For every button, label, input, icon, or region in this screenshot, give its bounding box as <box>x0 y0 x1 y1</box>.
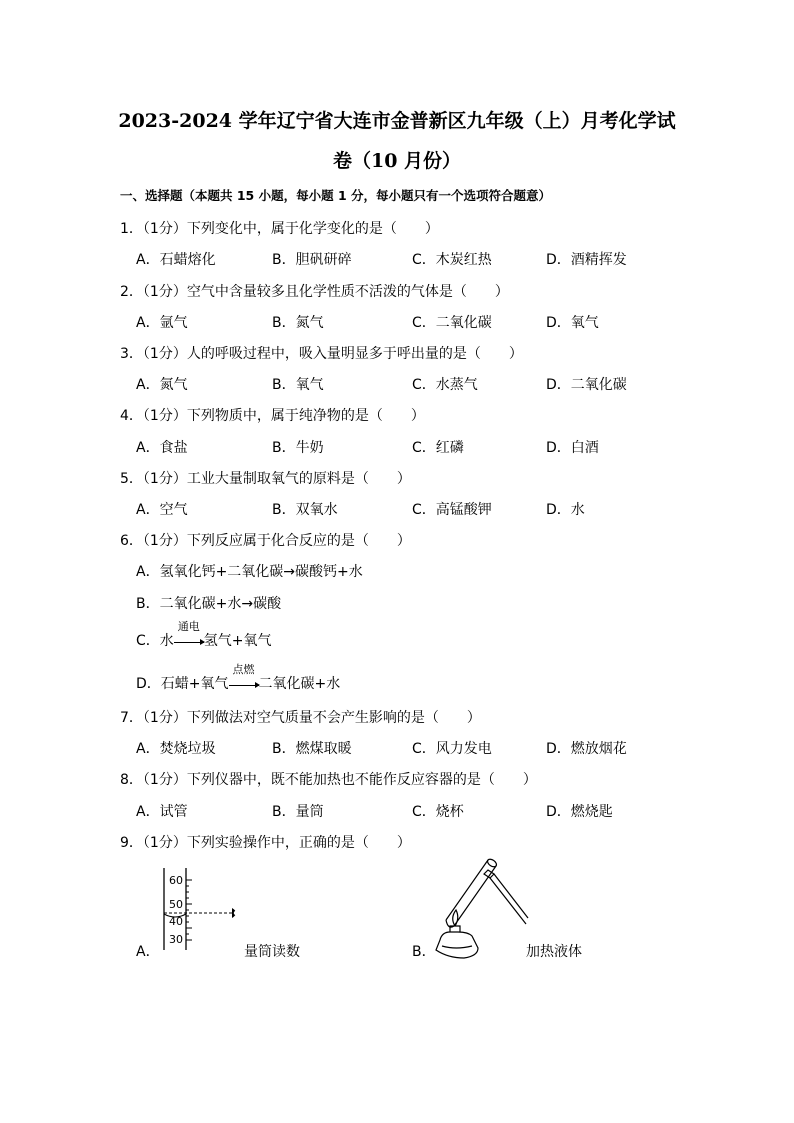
option-c: C．红磷 <box>412 440 464 456</box>
option-c: C．二氧化碳 <box>412 315 492 331</box>
option-d: D．酒精挥发 <box>546 252 627 268</box>
option-c: C．烧杯 <box>412 804 464 820</box>
paper-title-line1: 2023-2024 学年辽宁省大连市金普新区九年级（上）月考化学试 <box>118 110 676 132</box>
reaction-condition: 点燃 <box>232 663 255 676</box>
option-b: B．量筒 <box>272 804 324 820</box>
option-d: D．白酒 <box>546 440 599 456</box>
option-c: C．风力发电 <box>412 741 492 757</box>
question-5-options <box>0 499 794 521</box>
question-6-option-a: A．氢氧化钙+二氧化碳→碳酸钙+水 <box>136 564 363 580</box>
option-d: D．燃烧匙 <box>546 804 613 820</box>
question-6-stem: 6．（1分）下列反应属于化合反应的是（ ） <box>120 533 411 549</box>
question-9-option-b-caption: 加热液体 <box>526 944 582 960</box>
question-5-stem: 5．（1分）工业大量制取氧气的原料是（ ） <box>120 471 411 487</box>
option-d: D．燃放烟花 <box>546 741 627 757</box>
option-d: D．氧气 <box>546 315 599 331</box>
option-b: B．胆矾研碎 <box>272 252 352 268</box>
cylinder-tick-60: 60 <box>169 874 183 887</box>
reaction-condition: 通电 <box>177 620 200 633</box>
question-9-option-a-caption: 量筒读数 <box>244 944 300 960</box>
option-b: B．燃煤取暖 <box>272 741 352 757</box>
reaction-arrow <box>229 663 259 688</box>
option-b: B．氧气 <box>272 377 324 393</box>
option-d: D．二氧化碳 <box>546 377 627 393</box>
section-heading: 一、选择题（本题共 15 小题，每小题 1 分，每小题只有一个选项符合题意） <box>120 188 552 203</box>
question-6-option-b: B．二氧化碳+水→碳酸 <box>136 596 282 612</box>
question-2-options <box>0 312 794 334</box>
option-a: A．氩气 <box>136 315 188 331</box>
question-3-options <box>0 374 794 396</box>
question-4-options <box>0 437 794 459</box>
cylinder-tick-40: 40 <box>169 915 183 928</box>
option-c: C．水蒸气 <box>412 377 478 393</box>
option-c: C．高锰酸钾 <box>412 502 492 518</box>
equation-right: 二氧化碳+水 <box>258 676 341 692</box>
cylinder-tick-50: 50 <box>169 898 183 911</box>
option-a: A．氮气 <box>136 377 188 393</box>
reaction-arrow <box>174 620 204 645</box>
option-a: A．试管 <box>136 804 188 820</box>
equation-left: D．石蜡+氧气 <box>136 676 229 692</box>
graduated-cylinder-figure <box>152 866 252 956</box>
question-9-option-a-label: A． <box>136 944 160 960</box>
question-9-option-b-label: B． <box>412 944 436 960</box>
option-a: A．石蜡熔化 <box>136 252 216 268</box>
question-8-options <box>0 801 794 823</box>
option-c: C．木炭红热 <box>412 252 492 268</box>
option-a: A．食盐 <box>136 440 188 456</box>
question-1-options <box>0 249 794 271</box>
cylinder-tick-30: 30 <box>169 933 183 946</box>
question-7-options <box>0 738 794 760</box>
question-3-stem: 3．（1分）人的呼吸过程中，吸入量明显多于呼出量的是（ ） <box>120 346 523 362</box>
option-b: B．牛奶 <box>272 440 324 456</box>
question-9-stem: 9．（1分）下列实验操作中，正确的是（ ） <box>120 835 411 851</box>
option-b: B．双氧水 <box>272 502 338 518</box>
option-a: A．焚烧垃圾 <box>136 741 216 757</box>
heating-liquid-figure <box>428 852 538 960</box>
question-8-stem: 8．（1分）下列仪器中，既不能加热也不能作反应容器的是（ ） <box>120 772 537 788</box>
question-2-stem: 2．（1分）空气中含量较多且化学性质不活泼的气体是（ ） <box>120 284 509 300</box>
equation-left: C．水 <box>136 633 174 649</box>
question-1-stem: 1．（1分）下列变化中，属于化学变化的是（ ） <box>120 221 439 237</box>
equation-right: 氢气+氧气 <box>203 633 272 649</box>
question-6-option-d <box>136 663 341 693</box>
question-6-option-c <box>136 620 272 650</box>
option-b: B．氮气 <box>272 315 324 331</box>
option-d: D．水 <box>546 502 585 518</box>
paper-title-line2: 卷（10 月份） <box>332 150 462 172</box>
question-7-stem: 7．（1分）下列做法对空气质量不会产生影响的是（ ） <box>120 710 481 726</box>
question-4-stem: 4．（1分）下列物质中，属于纯净物的是（ ） <box>120 408 425 424</box>
option-a: A．空气 <box>136 502 188 518</box>
